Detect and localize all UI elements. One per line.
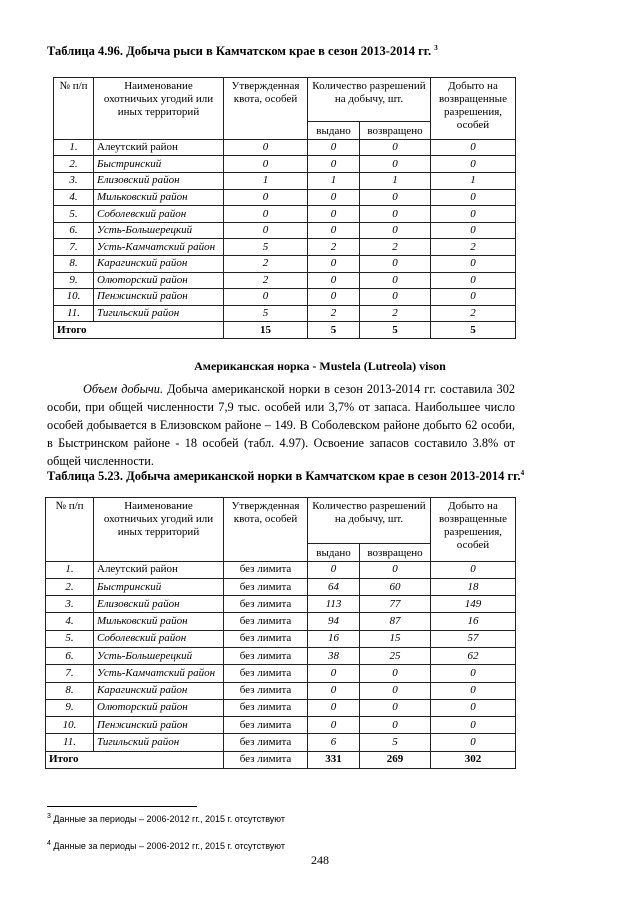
quota-cell: 0 [224,222,308,239]
quota-cell: 5 [224,239,308,256]
issued-cell: 2 [308,305,360,322]
row-number: 8. [54,256,94,273]
issued-cell: 94 [308,613,360,630]
table-row [54,222,516,239]
issued-cell: 64 [308,578,360,595]
row-number: 9. [54,272,94,289]
table-row [54,239,516,256]
issued-cell: 0 [308,156,360,173]
returned-cell: 2 [360,305,431,322]
total-row [54,322,516,339]
table-row [46,613,516,630]
taken-cell: 0 [431,717,516,734]
territory-name: Усть-Камчатский район [94,665,224,682]
returned-cell: 25 [360,647,431,664]
col-returned-header: возвращено [360,121,431,139]
row-number: 2. [46,578,94,595]
quota-cell: без лимита [224,630,308,647]
row-number: 1. [46,561,94,578]
returned-cell: 1 [360,173,431,190]
row-number: 10. [46,717,94,734]
page-number: 248 [311,853,329,867]
table2-title [47,469,524,484]
footnote-3 [47,813,285,824]
total-returned: 5 [360,322,431,339]
row-number: 1. [54,139,94,156]
taken-cell: 62 [431,647,516,664]
total-taken: 302 [431,751,516,768]
table-row [54,256,516,273]
col-quota-header: Утвержденная квота, особей [224,498,308,562]
footnote-text: Данные за периоды – 2006-2012 гг., 2015 г. отсутствуют [50,841,285,851]
total-quota: 15 [224,322,308,339]
issued-cell: 0 [308,717,360,734]
row-number: 3. [54,173,94,190]
territory-name: Олюторский район [94,699,224,716]
returned-cell: 0 [360,189,431,206]
territory-name: Пенжинский район [94,289,224,306]
table2-title-text: Таблица 5.23. Добыча американской норки в Камчатском крае в сезон 2013-2014 гг. [47,469,521,484]
footnote-text: Данные за периоды – 2006-2012 гг., 2015 г. отсутствуют [50,814,285,824]
issued-cell: 0 [308,256,360,273]
returned-cell: 87 [360,613,431,630]
quota-cell: без лимита [224,647,308,664]
issued-cell: 0 [308,682,360,699]
returned-cell: 0 [360,682,431,699]
row-number: 10. [54,289,94,306]
taken-cell: 0 [431,682,516,699]
territory-name: Алеутский район [94,139,224,156]
territory-name: Усть-Большерецкий [94,647,224,664]
table-row [46,596,516,613]
table-row [46,647,516,664]
row-number: 6. [54,222,94,239]
issued-cell: 0 [308,272,360,289]
taken-cell: 0 [431,256,516,273]
taken-cell: 0 [431,272,516,289]
taken-cell: 2 [431,305,516,322]
col-permits-header: Количество разрешений на добычу, шт. [308,498,431,544]
quota-cell: 2 [224,256,308,273]
row-number: 4. [46,613,94,630]
taken-cell: 0 [431,699,516,716]
row-number: 6. [46,647,94,664]
returned-cell: 2 [360,239,431,256]
table-row [46,682,516,699]
total-label: Итого [54,322,224,339]
section-paragraph [47,380,515,470]
footnote-ref: 4 [520,469,525,477]
quota-cell: без лимита [224,699,308,716]
table1-title-text: Таблица 4.96. Добыча рыси в Камчатском крае в сезон 2013-2014 гг. [47,44,432,59]
col-num-header: № п/п [46,498,94,562]
taken-cell: 2 [431,239,516,256]
paragraph-lead: Объем добычи. [83,382,164,396]
taken-cell: 0 [431,222,516,239]
quota-cell: 0 [224,289,308,306]
table-row [46,717,516,734]
table-row [46,630,516,647]
footnote-ref: 3 [434,44,438,52]
table-row [54,206,516,223]
col-quota-header: Утвержденная квота, особей [224,78,308,140]
territory-name: Соболевский район [94,630,224,647]
returned-cell: 0 [360,665,431,682]
territory-name: Елизовский район [94,173,224,190]
col-taken-header: Добыто на возвращенные разрешения, особей [431,78,516,140]
returned-cell: 0 [360,289,431,306]
returned-cell: 0 [360,717,431,734]
returned-cell: 0 [360,256,431,273]
taken-cell: 0 [431,206,516,223]
taken-cell: 0 [431,189,516,206]
returned-cell: 0 [360,156,431,173]
taken-cell: 0 [431,289,516,306]
total-label: Итого [46,751,224,768]
taken-cell: 57 [431,630,516,647]
taken-cell: 0 [431,734,516,751]
taken-cell: 1 [431,173,516,190]
col-taken-header: Добыто на возвращенные разрешения, особей [431,498,516,562]
taken-cell: 18 [431,578,516,595]
quota-cell: 5 [224,305,308,322]
issued-cell: 0 [308,222,360,239]
returned-cell: 5 [360,734,431,751]
lynx-harvest-table [53,77,516,339]
footnote-mark: 3 [47,813,51,820]
quota-cell: 0 [224,206,308,223]
table-row [54,289,516,306]
row-number: 7. [54,239,94,256]
table-row [46,561,516,578]
issued-cell: 0 [308,289,360,306]
table-row [54,139,516,156]
issued-cell: 0 [308,139,360,156]
returned-cell: 0 [360,699,431,716]
territory-name: Карагинский район [94,256,224,273]
row-number: 3. [46,596,94,613]
quota-cell: 1 [224,173,308,190]
territory-name: Соболевский район [94,206,224,223]
quota-cell: без лимита [224,561,308,578]
issued-cell: 113 [308,596,360,613]
issued-cell: 0 [308,206,360,223]
issued-cell: 1 [308,173,360,190]
returned-cell: 77 [360,596,431,613]
mink-harvest-table [45,497,516,769]
footnote-mark: 4 [47,840,51,847]
territory-name: Усть-Камчатский район [94,239,224,256]
returned-cell: 0 [360,206,431,223]
col-issued-header: выдано [308,121,360,139]
quota-cell: без лимита [224,665,308,682]
territory-name: Усть-Большерецкий [94,222,224,239]
territory-name: Тигильский район [94,734,224,751]
row-number: 4. [54,189,94,206]
col-returned-header: возвращено [360,543,431,561]
table-row [46,578,516,595]
issued-cell: 0 [308,665,360,682]
col-num-header: № п/п [54,78,94,140]
table-row [54,305,516,322]
quota-cell: 0 [224,139,308,156]
table-row [54,173,516,190]
table-row [46,665,516,682]
total-returned: 269 [360,751,431,768]
row-number: 11. [46,734,94,751]
total-issued: 331 [308,751,360,768]
quota-cell: 0 [224,189,308,206]
taken-cell: 0 [431,665,516,682]
issued-cell: 6 [308,734,360,751]
returned-cell: 0 [360,561,431,578]
header-row [46,498,516,544]
returned-cell: 0 [360,139,431,156]
taken-cell: 0 [431,561,516,578]
territory-name: Карагинский район [94,682,224,699]
footnote-divider [47,806,197,807]
section-heading: Американская норка - Mustela (Lutreola) vison [194,359,446,373]
quota-cell: без лимита [224,682,308,699]
quota-cell: 0 [224,156,308,173]
total-row [46,751,516,768]
col-issued-header: выдано [308,543,360,561]
quota-cell: 2 [224,272,308,289]
issued-cell: 16 [308,630,360,647]
taken-cell: 149 [431,596,516,613]
row-number: 9. [46,699,94,716]
issued-cell: 0 [308,561,360,578]
issued-cell: 38 [308,647,360,664]
territory-name: Быстринский [94,156,224,173]
returned-cell: 60 [360,578,431,595]
quota-cell: без лимита [224,717,308,734]
paragraph-text: Добыча американской норки в сезон 2013-2014 гг. составила 302 особи, при общей численности 7,9 тыс. особей или 3,7% от запаса. Наибольшее число особей добывается в Елизовском районе – 149. В Соболевском районе добыто 62 особи, в Быстринском районе - 18 особей (табл. 4.97). Освоение запасов составило 3.8% от общей численности. [47,382,515,468]
taken-cell: 0 [431,139,516,156]
returned-cell: 0 [360,222,431,239]
row-number: 5. [54,206,94,223]
territory-name: Олюторский район [94,272,224,289]
quota-cell: без лимита [224,596,308,613]
returned-cell: 0 [360,272,431,289]
quota-cell: без лимита [224,578,308,595]
territory-name: Быстринский [94,578,224,595]
taken-cell: 16 [431,613,516,630]
territory-name: Елизовский район [94,596,224,613]
table1-title [47,44,438,59]
row-number: 2. [54,156,94,173]
table-row [54,272,516,289]
territory-name: Мильковский район [94,613,224,630]
row-number: 5. [46,630,94,647]
territory-name: Тигильский район [94,305,224,322]
total-issued: 5 [308,322,360,339]
taken-cell: 0 [431,156,516,173]
footnote-4 [47,840,285,851]
quota-cell: без лимита [224,734,308,751]
row-number: 7. [46,665,94,682]
territory-name: Пенжинский район [94,717,224,734]
issued-cell: 0 [308,189,360,206]
header-row [54,78,516,122]
total-taken: 5 [431,322,516,339]
table-row [46,734,516,751]
col-permits-header: Количество разрешений на добычу, шт. [308,78,431,122]
returned-cell: 15 [360,630,431,647]
col-name-header: Наименование охотничьих угодий или иных территорий [94,498,224,562]
territory-name: Алеутский район [94,561,224,578]
table-row [54,189,516,206]
territory-name: Мильковский район [94,189,224,206]
issued-cell: 0 [308,699,360,716]
quota-cell: без лимита [224,613,308,630]
row-number: 11. [54,305,94,322]
table-row [54,156,516,173]
total-quota: без лимита [224,751,308,768]
issued-cell: 2 [308,239,360,256]
row-number: 8. [46,682,94,699]
table-row [46,699,516,716]
col-name-header: Наименование охотничьих угодий или иных территорий [94,78,224,140]
